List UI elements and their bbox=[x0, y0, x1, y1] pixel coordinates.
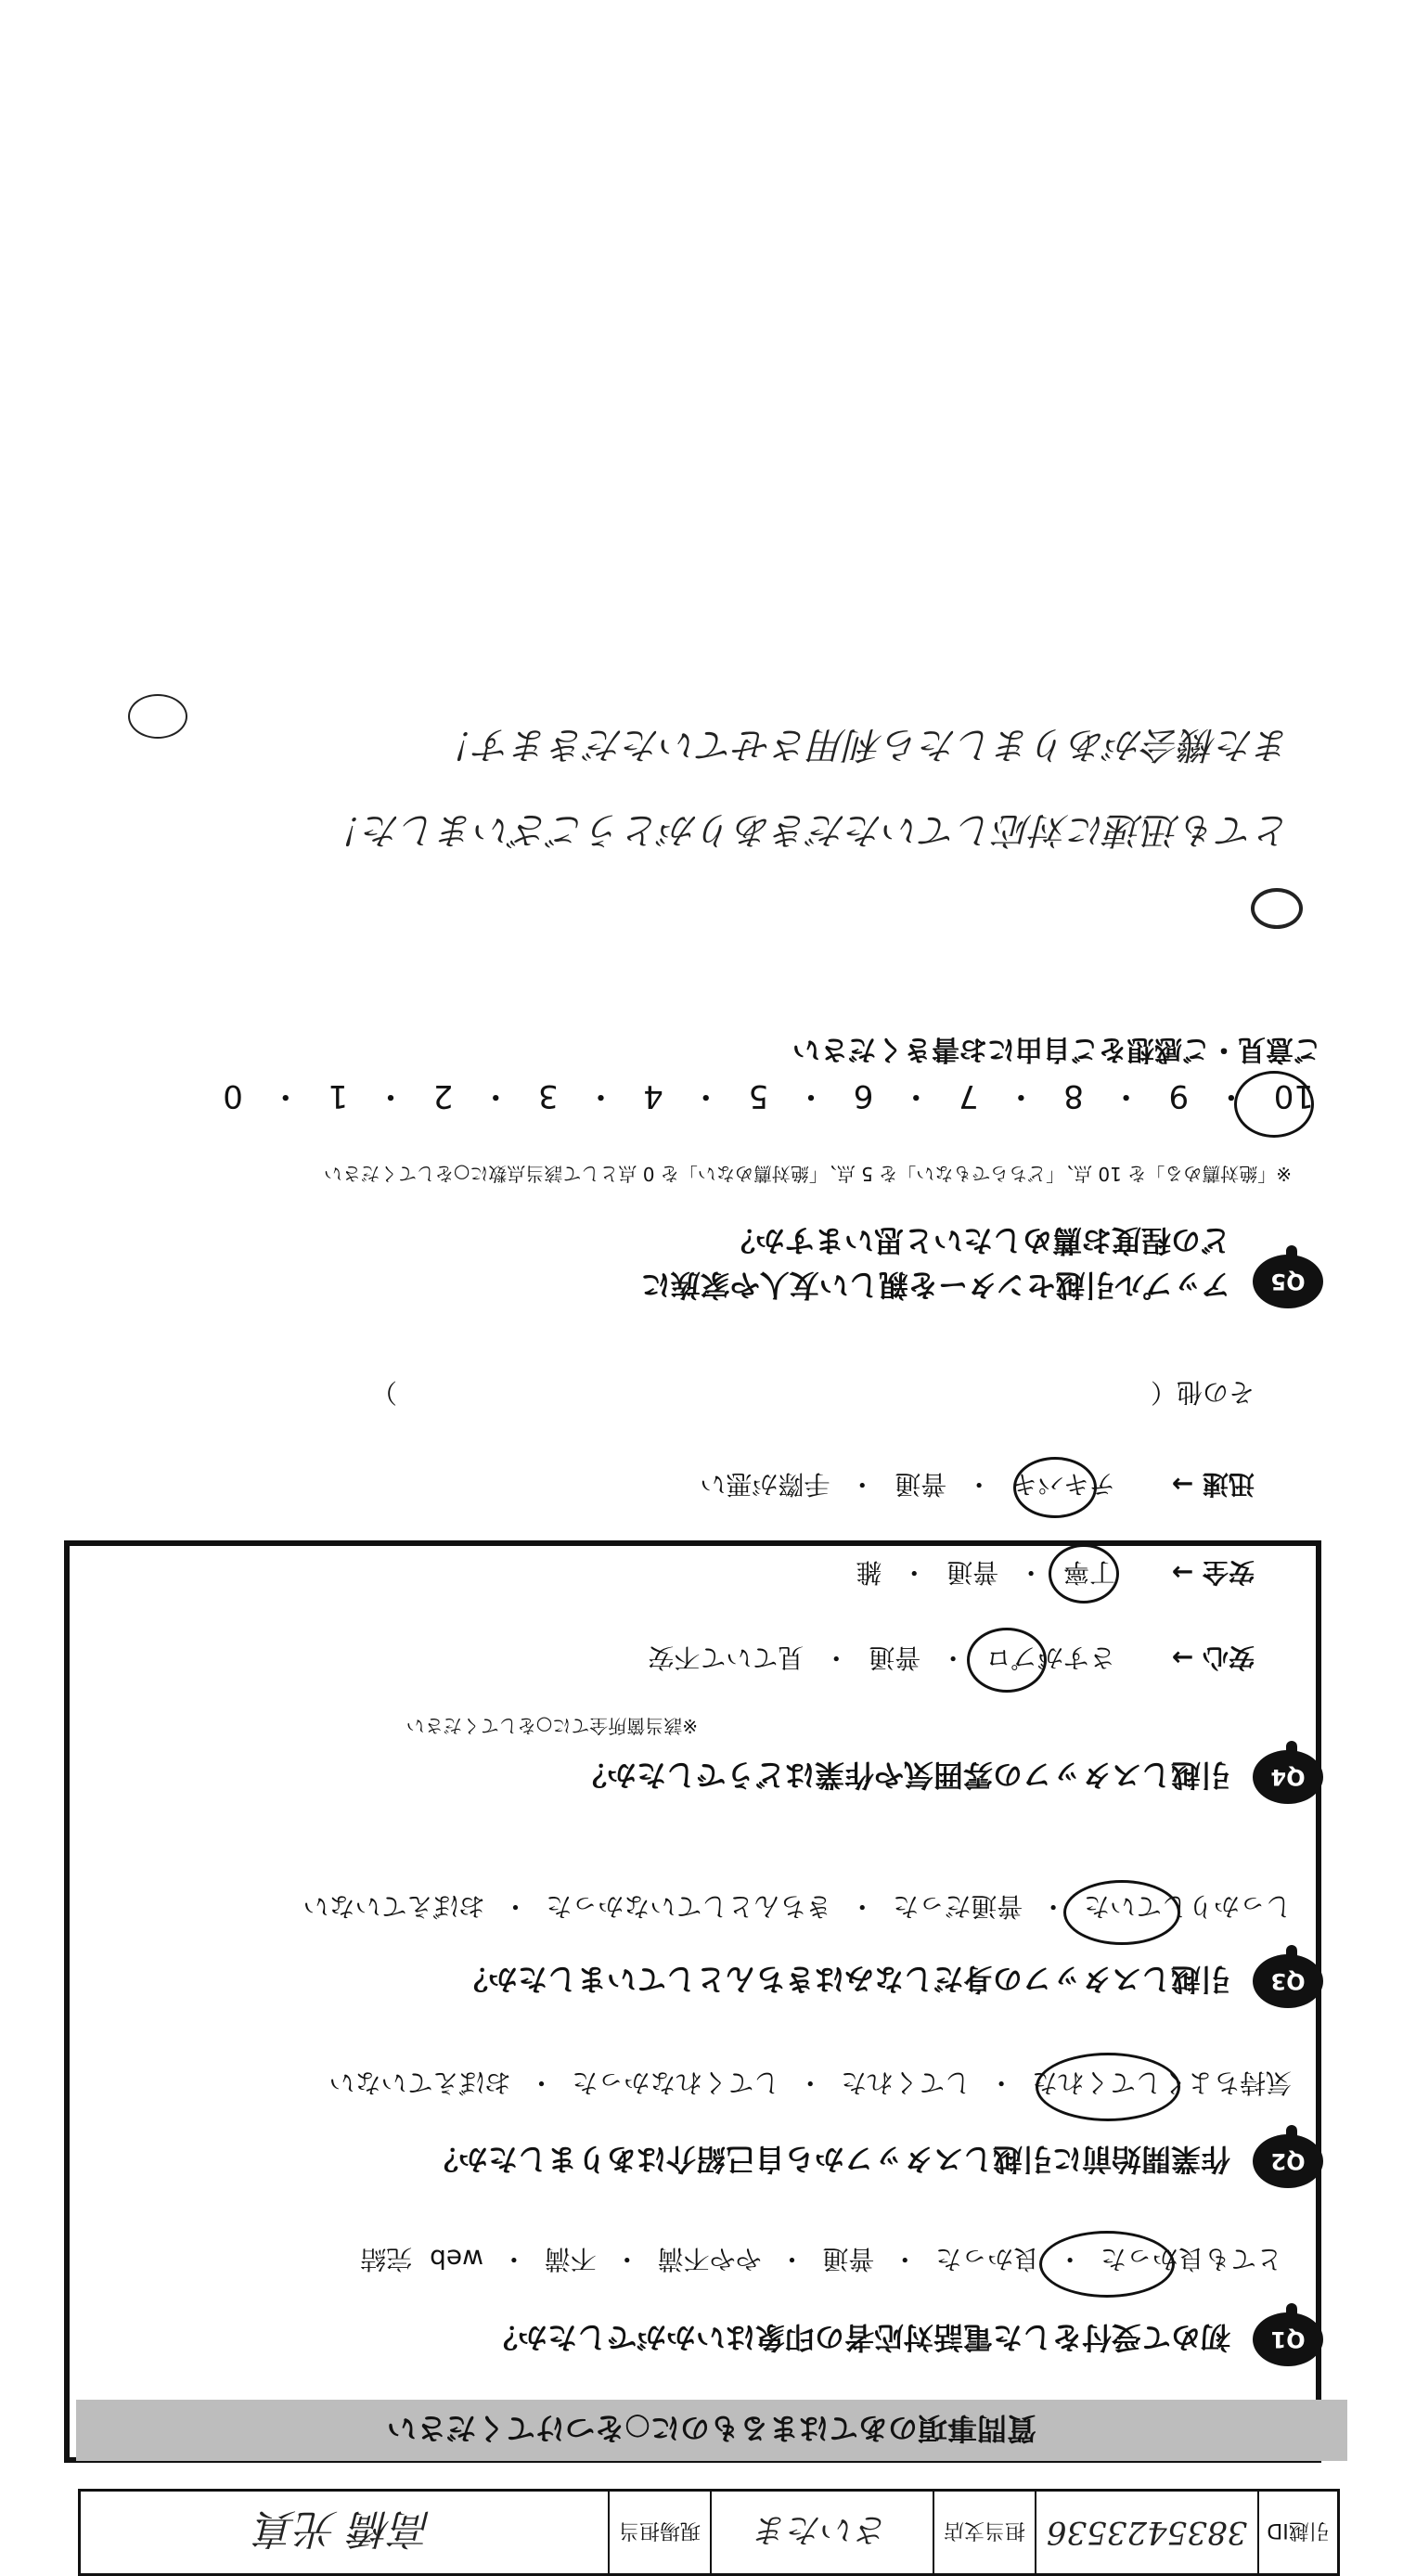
q4-safety-circle bbox=[1049, 1544, 1119, 1604]
q3-answer-circle bbox=[1063, 1880, 1180, 1945]
leader-label: 現場担当 bbox=[619, 2518, 702, 2543]
q4-row-trust-label: 安心 → bbox=[1171, 1642, 1255, 1673]
id-label-cell bbox=[1259, 2492, 1337, 2573]
comments-line-2: また機会がありましたら利用させていただきます！ bbox=[438, 723, 1292, 766]
instruction-band bbox=[76, 2400, 1347, 2461]
q4-row-trust-options: さすがプロ ・ 普通 ・ 見ていて不安 bbox=[648, 1642, 1115, 1673]
q2-badge: Q2 bbox=[1253, 2134, 1323, 2188]
q3-options: しっかりしていた ・ 普通だった ・ きちんとしていなかった ・ おぼえていない bbox=[302, 1891, 1292, 1922]
q2-text: 作業開始前に引越しスタッフから自己紹介はありましたか？ bbox=[428, 2142, 1230, 2177]
branch-label: 担当支店 bbox=[944, 2518, 1026, 2543]
q4-other: その他（ ） bbox=[370, 1377, 1255, 1408]
header-id-box bbox=[78, 2489, 1340, 2576]
id-label: 引越ID bbox=[1267, 2518, 1330, 2543]
id-value-cell bbox=[1036, 2492, 1259, 2573]
comments-label: ご意見・ご感想をご自由にお書きください bbox=[792, 1033, 1321, 1065]
q4-text: 引越しスタッフの雰囲気や作業はどうでしたか？ bbox=[576, 1758, 1230, 1793]
q5-note: ※「絶対薦める」を 10 点、「どちらでもない」を 5 点、「絶対薦めない」を 0 点として該当点数に○をしてください bbox=[323, 1163, 1292, 1185]
q4-note: ※該当箇所全てに○をしてください bbox=[405, 1715, 698, 1737]
q5-scale: 10 ・ 9 ・ 8 ・ 7 ・ 6 ・ 5 ・ 4 ・ 3 ・ 2 ・ 1 ・ 0 bbox=[223, 1077, 1314, 1114]
q1-options: とても良かった ・ 良かった ・ 普通 ・ やや不満 ・ 不満 ・ web 完結 bbox=[360, 2244, 1282, 2274]
leader-value: 高橋 光真 bbox=[256, 2505, 432, 2552]
branch-value-cell bbox=[712, 2492, 934, 2573]
q4-row-safety-options: 丁寧 ・ 普通 ・ 雑 bbox=[856, 1557, 1115, 1588]
instruction-text: 質問事項のあてはまるものに○をつけてください bbox=[387, 2411, 1036, 2446]
smiley-doodle bbox=[128, 694, 187, 739]
q5-text-2: どの程度お薦めしたいと思いますか？ bbox=[725, 1223, 1230, 1258]
q3-text: 引越しスタッフの身だしなみはきちんとしていましたか？ bbox=[457, 1962, 1230, 1997]
q4-badge: Q4 bbox=[1253, 1750, 1323, 1804]
q4-speed-circle bbox=[1013, 1457, 1097, 1518]
q4-row-speed-label: 迅速 → bbox=[1171, 1469, 1255, 1500]
leader-label-cell bbox=[610, 2492, 712, 2573]
leader-value-cell bbox=[81, 2492, 610, 2573]
branch-value: さいたま bbox=[755, 2510, 890, 2549]
q4-row-safety-label: 安全 → bbox=[1171, 1557, 1255, 1588]
q1-answer-circle bbox=[1039, 2231, 1175, 2298]
comments-line-1: とても迅速に対応していただきありがとうございました！ bbox=[327, 808, 1292, 851]
q5-answer-circle bbox=[1234, 1071, 1314, 1138]
id-value: 3835423536 bbox=[1046, 2514, 1248, 2551]
q3-badge: Q3 bbox=[1253, 1954, 1323, 2008]
q4-row-speed-options: テキパキ ・ 普通 ・ 手際が悪い bbox=[700, 1469, 1115, 1500]
q5-badge: Q5 bbox=[1253, 1255, 1323, 1308]
q5-text: アップル引越センターを親しい友人や家族に bbox=[640, 1268, 1230, 1303]
q1-text: 初めて受付をした電話対応者の印象はいかがでしたか？ bbox=[487, 2320, 1230, 2355]
scribble-doodle bbox=[1251, 888, 1303, 929]
q2-options: 気持ちよくしてくれた ・ してくれた ・ してくれなかった ・ おぼえていない bbox=[328, 2067, 1292, 2098]
q4-trust-circle bbox=[967, 1628, 1047, 1693]
q1-badge: Q1 bbox=[1253, 2312, 1323, 2366]
branch-label-cell bbox=[934, 2492, 1036, 2573]
q2-answer-circle bbox=[1036, 2053, 1180, 2121]
